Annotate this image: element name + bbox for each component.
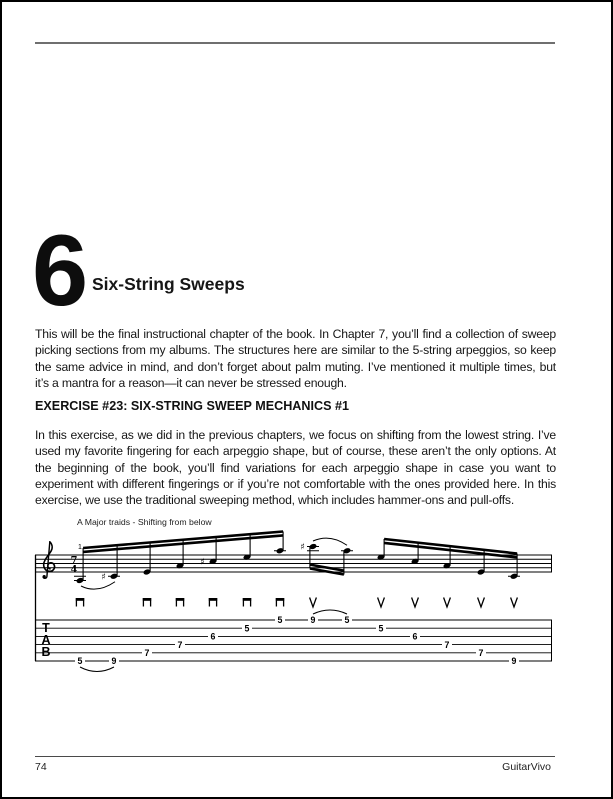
svg-text:1: 1 xyxy=(78,544,82,551)
treble-clef-icon xyxy=(43,542,55,578)
downstroke-icon xyxy=(209,598,217,607)
svg-text:5: 5 xyxy=(378,623,384,634)
page-number: 74 xyxy=(35,761,47,773)
chapter-title: Six-String Sweeps xyxy=(92,274,245,294)
tab-clef-label xyxy=(41,621,50,659)
svg-text:♯: ♯ xyxy=(101,572,106,583)
intro-paragraph: This will be the final instructional chapter of the book. In Chapter 7, you’ll find a collection of sweep picking sections from my albums. The structures here are similar to the 5-string arpeggios, so keep the same advice in mind, and don’t forget about palm muting. I’ve mentioned it multiple times, but it’s a mantra for a reason—it can never be stressed enough. xyxy=(35,327,556,390)
svg-text:B: B xyxy=(41,645,51,659)
svg-text:9: 9 xyxy=(310,615,316,626)
staff-lines xyxy=(35,555,552,572)
svg-text:7: 7 xyxy=(70,555,78,567)
svg-text:T: T xyxy=(42,621,50,635)
measure-number xyxy=(78,544,82,551)
svg-text:A: A xyxy=(41,633,51,647)
svg-text:7: 7 xyxy=(144,648,150,658)
footer-rule xyxy=(35,756,555,757)
downstroke-icon xyxy=(76,598,84,607)
svg-text:5: 5 xyxy=(244,623,250,634)
svg-text:9: 9 xyxy=(111,656,117,667)
tab-fret-numbers xyxy=(75,615,519,666)
svg-text:6: 6 xyxy=(412,631,418,642)
brand-name: GuitarVivo xyxy=(502,761,551,773)
svg-text:6: 6 xyxy=(210,631,216,642)
upstroke-icon xyxy=(378,598,385,608)
svg-text:7: 7 xyxy=(177,639,183,650)
downstroke-icon xyxy=(176,598,184,607)
notation-caption: A Major traids - Shifting from below xyxy=(77,517,212,527)
time-signature xyxy=(71,555,78,575)
svg-text:5: 5 xyxy=(77,656,83,667)
upstroke-icon xyxy=(310,598,317,608)
picking-symbols xyxy=(76,598,518,608)
barlines xyxy=(36,555,552,661)
svg-text:♯: ♯ xyxy=(300,542,305,553)
svg-text:4: 4 xyxy=(70,564,78,576)
exercise-heading: EXERCISE #23: SIX-STRING SWEEP MECHANICS #1 xyxy=(35,399,349,413)
chapter-number: 6 xyxy=(32,215,89,327)
upstroke-icon xyxy=(511,598,518,608)
svg-text:7: 7 xyxy=(478,648,484,658)
exercise-description: In this exercise, as we did in the previous chapters, we focus on shifting from the lowest string. I’ve used my favorite fingering for each arpeggio shape, but of course, these aren’t the only options. At the beginning of the book, you’ll find variations for each arpeggio shape in case you want to experiment with different fingerings or if you’re not comfortable with the ones provided here. In this exercise, we use the traditional sweeping method, which includes hammer-ons and pull-offs. xyxy=(35,428,556,508)
downstroke-icon xyxy=(143,598,151,607)
svg-text:♯: ♯ xyxy=(200,557,205,568)
svg-text:7: 7 xyxy=(444,639,450,650)
music-notation xyxy=(2,527,613,687)
svg-text:5: 5 xyxy=(277,615,283,626)
slurs xyxy=(77,538,347,671)
header-rule xyxy=(35,42,555,44)
svg-text:9: 9 xyxy=(511,656,517,667)
downstroke-icon xyxy=(276,598,284,607)
downstroke-icon xyxy=(243,598,251,607)
upstroke-icon xyxy=(478,598,485,608)
tab-staff-lines xyxy=(35,620,552,661)
upstroke-icon xyxy=(412,598,419,608)
upstroke-icon xyxy=(444,598,451,608)
svg-text:5: 5 xyxy=(344,615,350,626)
